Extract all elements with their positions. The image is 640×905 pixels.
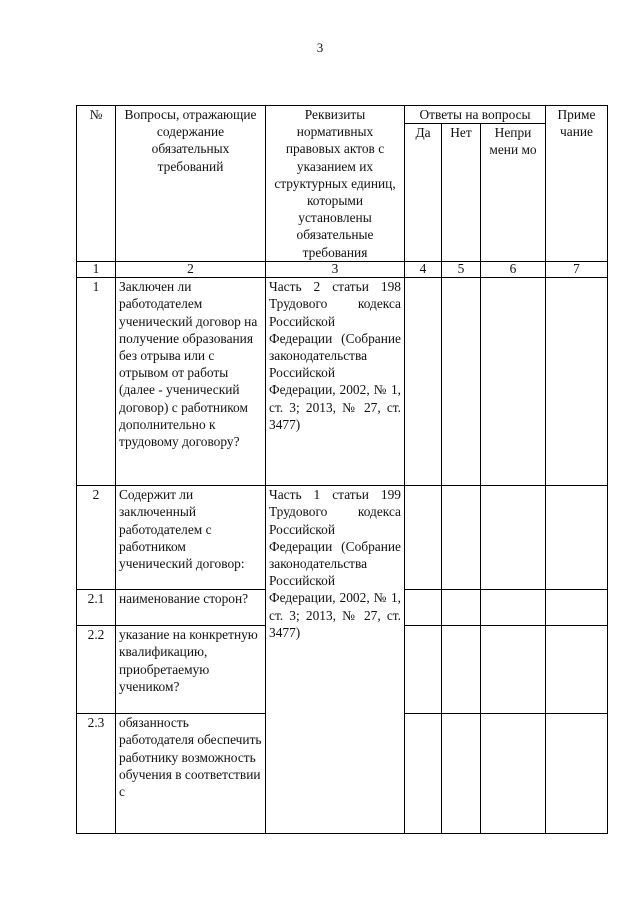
question-cell: Содержит ли заключенный работодателем с работником ученический договор: xyxy=(116,486,266,590)
column-number: 5 xyxy=(442,262,481,278)
answer-not-applicable-cell[interactable] xyxy=(481,486,546,590)
column-number: 3 xyxy=(266,262,405,278)
header-answers: Ответы на вопросы xyxy=(405,106,546,124)
header-requisites: Реквизиты нормативных правовых актов с указанием их структурных единиц, которыми установлены обязательные требования xyxy=(266,106,405,262)
column-number: 1 xyxy=(77,262,116,278)
page-number: 3 xyxy=(316,40,324,55)
answer-no-cell[interactable] xyxy=(442,626,481,714)
answer-yes-cell[interactable] xyxy=(405,278,442,486)
answer-no-cell[interactable] xyxy=(442,486,481,590)
checklist-table xyxy=(76,105,608,834)
table-row xyxy=(77,278,608,486)
answer-no-cell[interactable] xyxy=(442,714,481,834)
row-number: 2.2 xyxy=(77,626,116,714)
answer-not-applicable-cell[interactable] xyxy=(481,590,546,626)
table-row xyxy=(77,486,608,590)
note-cell[interactable] xyxy=(546,486,608,590)
question-cell: наименование сторон? xyxy=(116,590,266,626)
row-number: 2 xyxy=(77,486,116,590)
answer-not-applicable-cell[interactable] xyxy=(481,278,546,486)
question-cell: Заключен ли работодателем ученический договор на получение образования без отрыва или с отрывом от работы (далее - ученический договор) с работником дополнительно к трудовому договору? xyxy=(116,278,266,486)
row-number: 1 xyxy=(77,278,116,486)
header-num: № xyxy=(77,106,116,262)
answer-yes-cell[interactable] xyxy=(405,486,442,590)
question-cell: обязанность работодателя обеспечить работнику возможность обучения в соответствии с xyxy=(116,714,266,834)
row-number: 2.3 xyxy=(77,714,116,834)
header-no: Нет xyxy=(442,124,481,262)
note-cell[interactable] xyxy=(546,590,608,626)
answer-yes-cell[interactable] xyxy=(405,714,442,834)
note-cell[interactable] xyxy=(546,714,608,834)
row-number: 2.1 xyxy=(77,590,116,626)
header-questions: Вопросы, отражающие содержание обязательных требований xyxy=(116,106,266,262)
requisite-cell: Часть 2 статьи 198 Трудового кодекса Российской Федерации (Собрание законодательства Российской Федерации, 2002, № 1, ст. 3; 2013, № 27, ст. 3477) xyxy=(266,278,405,486)
column-numbers-row xyxy=(77,262,608,278)
header-yes: Да xyxy=(405,124,442,262)
header-not-applicable: Непри мени мо xyxy=(481,124,546,262)
column-number: 7 xyxy=(546,262,608,278)
answer-yes-cell[interactable] xyxy=(405,626,442,714)
header-row-top xyxy=(77,106,608,124)
header-note: Приме чание xyxy=(546,106,608,262)
column-number: 6 xyxy=(481,262,546,278)
column-number: 2 xyxy=(116,262,266,278)
answer-no-cell[interactable] xyxy=(442,590,481,626)
answer-yes-cell[interactable] xyxy=(405,590,442,626)
column-number: 4 xyxy=(405,262,442,278)
requisite-cell: Часть 1 статьи 199 Трудового кодекса Российской Федерации (Собрание законодательства Российской Федерации, 2002, № 1, ст. 3; 2013, № 27, ст. 3477) xyxy=(266,486,405,834)
answer-not-applicable-cell[interactable] xyxy=(481,714,546,834)
answer-not-applicable-cell[interactable] xyxy=(481,626,546,714)
answer-no-cell[interactable] xyxy=(442,278,481,486)
note-cell[interactable] xyxy=(546,626,608,714)
note-cell[interactable] xyxy=(546,278,608,486)
question-cell: указание на конкретную квалификацию, приобретаемую учеником? xyxy=(116,626,266,714)
